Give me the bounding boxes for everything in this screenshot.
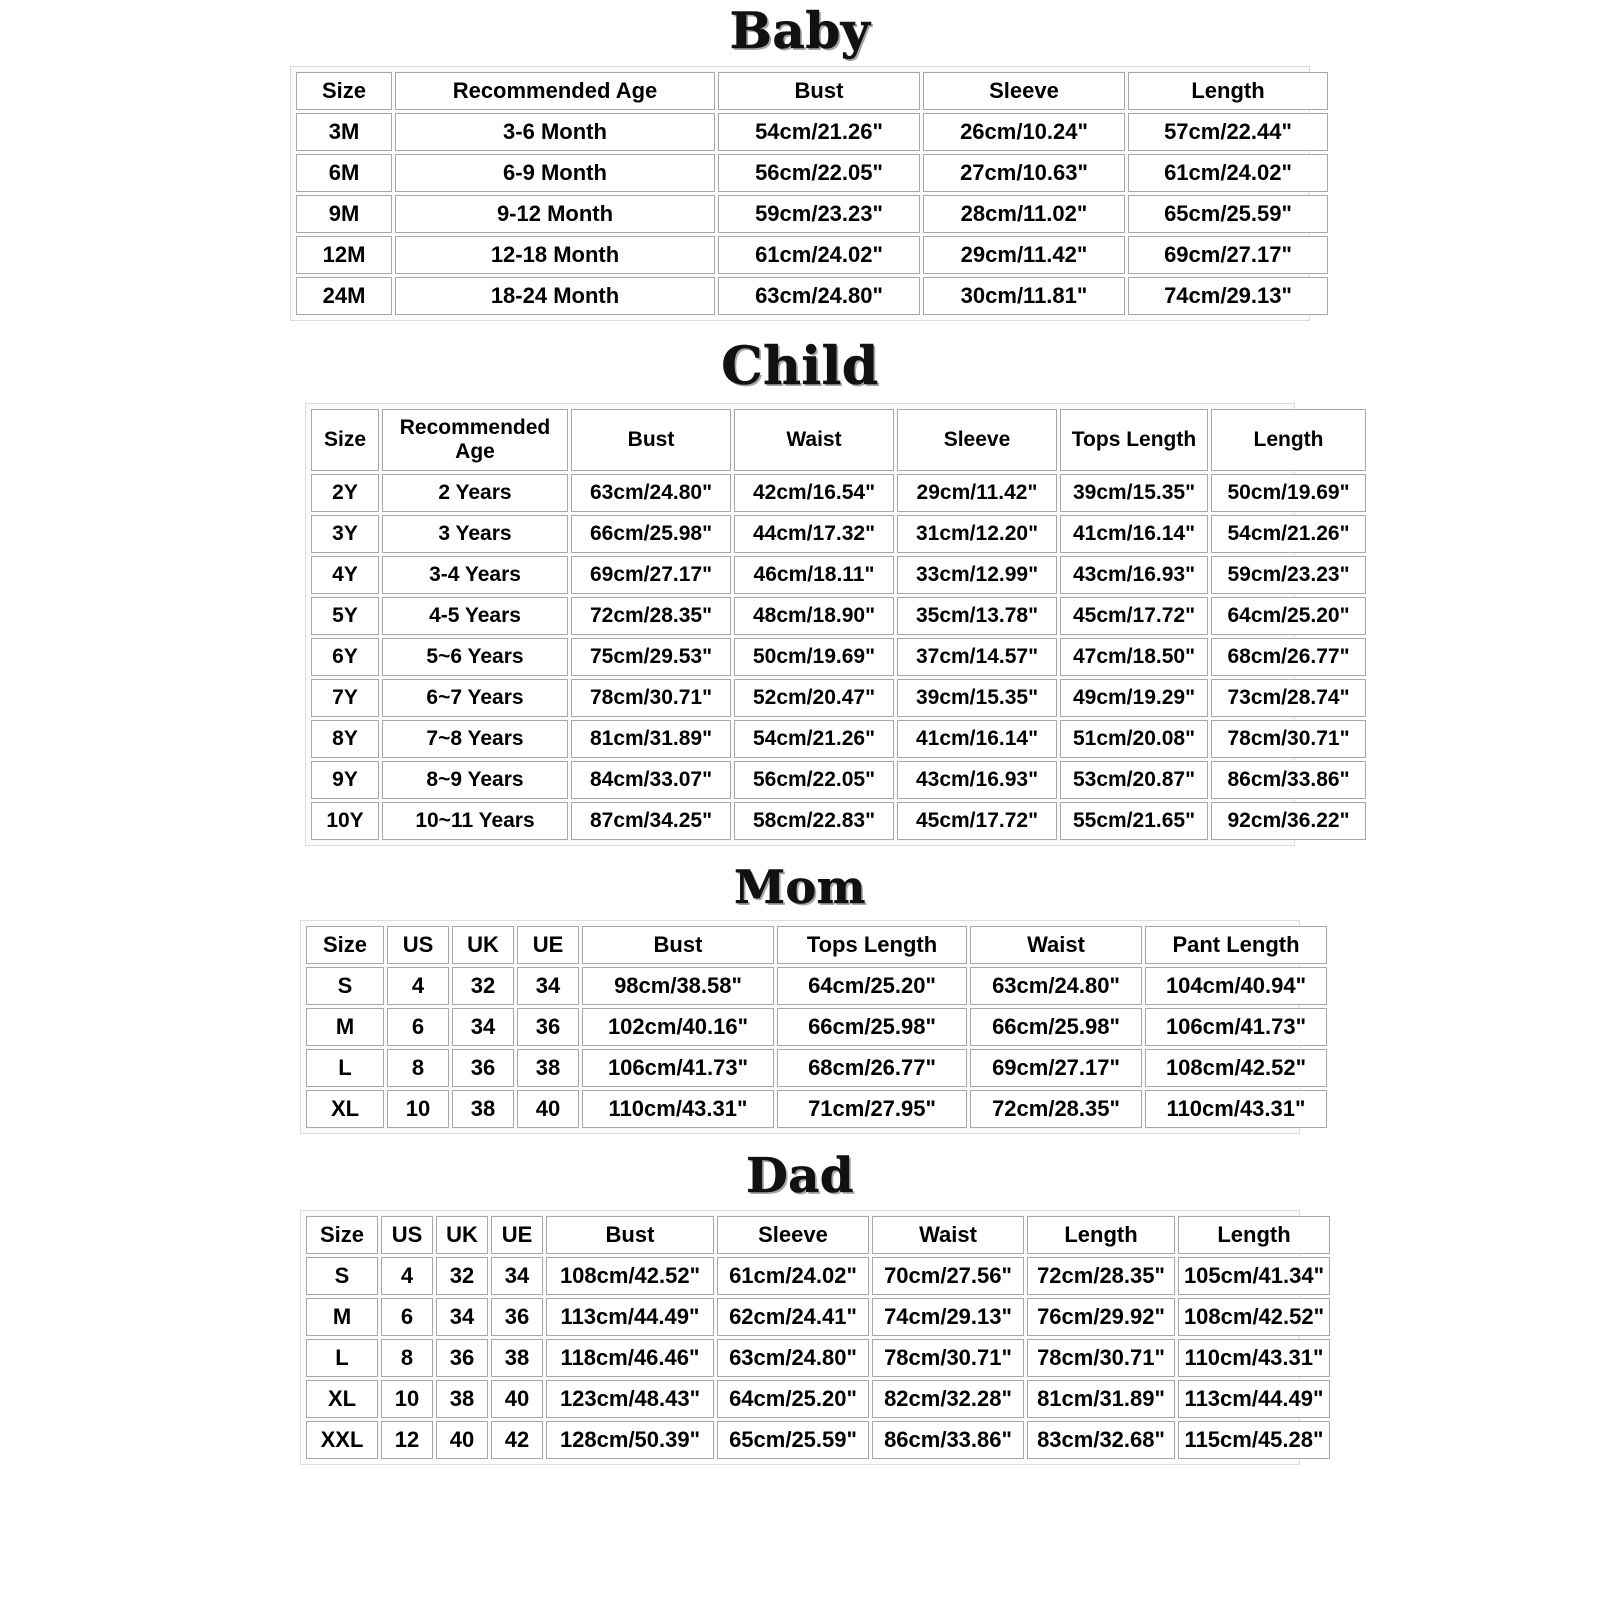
column-header-waist-3: Waist	[734, 409, 894, 471]
cell-value: 49cm/19.29"	[1060, 679, 1208, 717]
table-row	[296, 154, 1328, 192]
cell-size: 9Y	[311, 761, 379, 799]
cell-value: 45cm/17.72"	[1060, 597, 1208, 635]
column-header-size-0: Size	[306, 1216, 378, 1254]
table-row	[306, 1298, 1330, 1336]
cell-value: 42	[491, 1421, 543, 1459]
cell-value: 29cm/11.42"	[923, 236, 1125, 274]
cell-value: 113cm/44.49"	[546, 1298, 714, 1336]
column-header-uk-2: UK	[452, 926, 514, 964]
cell-value: 40	[491, 1380, 543, 1418]
cell-value: 76cm/29.92"	[1027, 1298, 1175, 1336]
cell-size: XL	[306, 1380, 378, 1418]
table-row	[306, 1049, 1327, 1087]
table-header-row	[306, 926, 1327, 964]
cell-value: 54cm/21.26"	[718, 113, 920, 151]
cell-value: 3 Years	[382, 515, 568, 553]
cell-value: 51cm/20.08"	[1060, 720, 1208, 758]
cell-size: 12M	[296, 236, 392, 274]
cell-value: 68cm/26.77"	[777, 1049, 967, 1087]
cell-value: 75cm/29.53"	[571, 638, 731, 676]
cell-value: 70cm/27.56"	[872, 1257, 1024, 1295]
cell-value: 110cm/43.31"	[582, 1090, 774, 1128]
column-header-recommended-age-1: Recommended Age	[395, 72, 715, 110]
cell-value: 10	[387, 1090, 449, 1128]
cell-value: 84cm/33.07"	[571, 761, 731, 799]
cell-value: 72cm/28.35"	[1027, 1257, 1175, 1295]
cell-value: 110cm/43.31"	[1178, 1339, 1330, 1377]
column-header-bust-2: Bust	[571, 409, 731, 471]
cell-value: 34	[491, 1257, 543, 1295]
table-row	[306, 1380, 1330, 1418]
table-row	[306, 1090, 1327, 1128]
cell-value: 34	[436, 1298, 488, 1336]
cell-value: 6-9 Month	[395, 154, 715, 192]
table-row	[311, 597, 1366, 635]
cell-size: 8Y	[311, 720, 379, 758]
cell-value: 7~8 Years	[382, 720, 568, 758]
column-header-ue-3: UE	[517, 926, 579, 964]
cell-value: 73cm/28.74"	[1211, 679, 1366, 717]
column-header-length-8: Length	[1178, 1216, 1330, 1254]
cell-value: 78cm/30.71"	[1211, 720, 1366, 758]
table-row	[311, 761, 1366, 799]
cell-value: 52cm/20.47"	[734, 679, 894, 717]
cell-value: 18-24 Month	[395, 277, 715, 315]
cell-value: 104cm/40.94"	[1145, 967, 1327, 1005]
cell-value: 69cm/27.17"	[571, 556, 731, 594]
table-row	[306, 1421, 1330, 1459]
cell-value: 4-5 Years	[382, 597, 568, 635]
section-title-mom: Mom	[734, 860, 866, 914]
cell-size: 2Y	[311, 474, 379, 512]
column-header-length-6: Length	[1211, 409, 1366, 471]
table-head-child	[311, 409, 1366, 471]
cell-value: 66cm/25.98"	[777, 1008, 967, 1046]
cell-value: 74cm/29.13"	[1128, 277, 1328, 315]
cell-value: 8	[387, 1049, 449, 1087]
column-header-bust-2: Bust	[718, 72, 920, 110]
cell-value: 118cm/46.46"	[546, 1339, 714, 1377]
cell-value: 38	[452, 1090, 514, 1128]
cell-value: 86cm/33.86"	[872, 1421, 1024, 1459]
cell-value: 39cm/15.35"	[1060, 474, 1208, 512]
cell-value: 123cm/48.43"	[546, 1380, 714, 1418]
column-header-size-0: Size	[311, 409, 379, 471]
cell-value: 47cm/18.50"	[1060, 638, 1208, 676]
column-header-size-0: Size	[306, 926, 384, 964]
cell-value: 45cm/17.72"	[897, 802, 1057, 840]
table-child	[308, 406, 1369, 843]
cell-value: 72cm/28.35"	[970, 1090, 1142, 1128]
cell-size: M	[306, 1298, 378, 1336]
cell-value: 55cm/21.65"	[1060, 802, 1208, 840]
section-title-baby: Baby	[729, 1, 871, 60]
cell-value: 10	[381, 1380, 433, 1418]
table-row	[296, 277, 1328, 315]
cell-value: 56cm/22.05"	[718, 154, 920, 192]
cell-value: 59cm/23.23"	[718, 195, 920, 233]
cell-value: 46cm/18.11"	[734, 556, 894, 594]
cell-size: 3Y	[311, 515, 379, 553]
table-row	[306, 1008, 1327, 1046]
size-table-dad	[300, 1210, 1325, 1465]
cell-value: 39cm/15.35"	[897, 679, 1057, 717]
cell-value: 69cm/27.17"	[970, 1049, 1142, 1087]
cell-value: 108cm/42.52"	[546, 1257, 714, 1295]
cell-value: 74cm/29.13"	[872, 1298, 1024, 1336]
cell-value: 68cm/26.77"	[1211, 638, 1366, 676]
cell-value: 61cm/24.02"	[718, 236, 920, 274]
cell-value: 2 Years	[382, 474, 568, 512]
cell-value: 65cm/25.59"	[717, 1421, 869, 1459]
cell-value: 6	[387, 1008, 449, 1046]
cell-value: 53cm/20.87"	[1060, 761, 1208, 799]
cell-value: 36	[517, 1008, 579, 1046]
cell-value: 63cm/24.80"	[717, 1339, 869, 1377]
cell-size: 6M	[296, 154, 392, 192]
cell-value: 34	[452, 1008, 514, 1046]
table-row	[311, 802, 1366, 840]
cell-value: 41cm/16.14"	[1060, 515, 1208, 553]
column-header-waist-6: Waist	[970, 926, 1142, 964]
cell-value: 8	[381, 1339, 433, 1377]
cell-value: 87cm/34.25"	[571, 802, 731, 840]
section-title-dad: Dad	[746, 1148, 854, 1204]
cell-value: 32	[436, 1257, 488, 1295]
column-header-ue-3: UE	[491, 1216, 543, 1254]
cell-value: 63cm/24.80"	[970, 967, 1142, 1005]
cell-value: 57cm/22.44"	[1128, 113, 1328, 151]
table-head-mom	[306, 926, 1327, 964]
table-row	[296, 113, 1328, 151]
cell-value: 59cm/23.23"	[1211, 556, 1366, 594]
cell-value: 64cm/25.20"	[777, 967, 967, 1005]
cell-size: 24M	[296, 277, 392, 315]
table-body-mom	[306, 967, 1327, 1128]
cell-value: 26cm/10.24"	[923, 113, 1125, 151]
cell-size: 10Y	[311, 802, 379, 840]
cell-size: 3M	[296, 113, 392, 151]
column-header-uk-2: UK	[436, 1216, 488, 1254]
cell-size: 6Y	[311, 638, 379, 676]
cell-value: 64cm/25.20"	[717, 1380, 869, 1418]
cell-value: 38	[436, 1380, 488, 1418]
column-header-tops-length-5: Tops Length	[777, 926, 967, 964]
cell-value: 62cm/24.41"	[717, 1298, 869, 1336]
cell-value: 110cm/43.31"	[1145, 1090, 1327, 1128]
cell-value: 35cm/13.78"	[897, 597, 1057, 635]
cell-size: XL	[306, 1090, 384, 1128]
cell-value: 37cm/14.57"	[897, 638, 1057, 676]
cell-size: 4Y	[311, 556, 379, 594]
spacer-child-mom	[0, 846, 1600, 860]
cell-value: 36	[491, 1298, 543, 1336]
cell-value: 36	[436, 1339, 488, 1377]
cell-value: 10~11 Years	[382, 802, 568, 840]
column-header-waist-6: Waist	[872, 1216, 1024, 1254]
column-header-length-7: Length	[1027, 1216, 1175, 1254]
table-row	[311, 720, 1366, 758]
table-baby	[293, 69, 1331, 318]
cell-value: 81cm/31.89"	[571, 720, 731, 758]
cell-size: XXL	[306, 1421, 378, 1459]
cell-value: 40	[517, 1090, 579, 1128]
cell-value: 12-18 Month	[395, 236, 715, 274]
cell-value: 106cm/41.73"	[582, 1049, 774, 1087]
cell-value: 6~7 Years	[382, 679, 568, 717]
column-header-recommended-age-1: Recommended Age	[382, 409, 568, 471]
table-row	[306, 1257, 1330, 1295]
cell-size: S	[306, 1257, 378, 1295]
size-table-baby	[290, 66, 1310, 321]
cell-value: 36	[452, 1049, 514, 1087]
cell-value: 63cm/24.80"	[718, 277, 920, 315]
table-body-baby	[296, 113, 1328, 315]
table-row	[306, 967, 1327, 1005]
cell-value: 66cm/25.98"	[571, 515, 731, 553]
cell-value: 98cm/38.58"	[582, 967, 774, 1005]
cell-value: 40	[436, 1421, 488, 1459]
column-header-pant-length-7: Pant Length	[1145, 926, 1327, 964]
cell-value: 61cm/24.02"	[1128, 154, 1328, 192]
cell-size: S	[306, 967, 384, 1005]
table-header-row	[296, 72, 1328, 110]
table-row	[311, 515, 1366, 553]
cell-value: 83cm/32.68"	[1027, 1421, 1175, 1459]
table-body-dad	[306, 1257, 1330, 1459]
cell-value: 108cm/42.52"	[1178, 1298, 1330, 1336]
cell-value: 42cm/16.54"	[734, 474, 894, 512]
cell-value: 33cm/12.99"	[897, 556, 1057, 594]
cell-value: 71cm/27.95"	[777, 1090, 967, 1128]
cell-value: 32	[452, 967, 514, 1005]
cell-value: 44cm/17.32"	[734, 515, 894, 553]
cell-value: 50cm/19.69"	[734, 638, 894, 676]
column-header-bust-4: Bust	[582, 926, 774, 964]
column-header-sleeve-5: Sleeve	[717, 1216, 869, 1254]
size-table-mom	[300, 920, 1307, 1134]
table-row	[311, 474, 1366, 512]
cell-value: 128cm/50.39"	[546, 1421, 714, 1459]
cell-value: 38	[491, 1339, 543, 1377]
cell-value: 43cm/16.93"	[897, 761, 1057, 799]
table-row	[311, 638, 1366, 676]
cell-value: 31cm/12.20"	[897, 515, 1057, 553]
cell-value: 63cm/24.80"	[571, 474, 731, 512]
cell-value: 86cm/33.86"	[1211, 761, 1366, 799]
table-row	[311, 556, 1366, 594]
cell-size: M	[306, 1008, 384, 1046]
table-row	[306, 1339, 1330, 1377]
cell-value: 6	[381, 1298, 433, 1336]
column-header-sleeve-3: Sleeve	[923, 72, 1125, 110]
table-mom	[303, 923, 1330, 1131]
column-header-size-0: Size	[296, 72, 392, 110]
cell-value: 61cm/24.02"	[717, 1257, 869, 1295]
cell-value: 12	[381, 1421, 433, 1459]
section-title-child: Child	[721, 336, 879, 397]
spacer-mom-dad	[0, 1134, 1600, 1148]
cell-value: 30cm/11.81"	[923, 277, 1125, 315]
table-header-row	[306, 1216, 1330, 1254]
cell-value: 105cm/41.34"	[1178, 1257, 1330, 1295]
column-header-us-1: US	[381, 1216, 433, 1254]
cell-value: 78cm/30.71"	[1027, 1339, 1175, 1377]
cell-value: 4	[387, 967, 449, 1005]
cell-value: 115cm/45.28"	[1178, 1421, 1330, 1459]
cell-value: 58cm/22.83"	[734, 802, 894, 840]
cell-value: 27cm/10.63"	[923, 154, 1125, 192]
table-header-row	[311, 409, 1366, 471]
cell-value: 113cm/44.49"	[1178, 1380, 1330, 1418]
cell-value: 54cm/21.26"	[734, 720, 894, 758]
table-body-child	[311, 474, 1366, 840]
cell-value: 8~9 Years	[382, 761, 568, 799]
table-row	[296, 236, 1328, 274]
cell-value: 64cm/25.20"	[1211, 597, 1366, 635]
column-header-tops-length-5: Tops Length	[1060, 409, 1208, 471]
cell-value: 106cm/41.73"	[1145, 1008, 1327, 1046]
cell-value: 78cm/30.71"	[872, 1339, 1024, 1377]
cell-value: 78cm/30.71"	[571, 679, 731, 717]
cell-value: 69cm/27.17"	[1128, 236, 1328, 274]
column-header-bust-4: Bust	[546, 1216, 714, 1254]
cell-value: 82cm/32.28"	[872, 1380, 1024, 1418]
cell-value: 41cm/16.14"	[897, 720, 1057, 758]
cell-value: 102cm/40.16"	[582, 1008, 774, 1046]
cell-size: 9M	[296, 195, 392, 233]
cell-size: 7Y	[311, 679, 379, 717]
cell-value: 28cm/11.02"	[923, 195, 1125, 233]
cell-value: 108cm/42.52"	[1145, 1049, 1327, 1087]
cell-value: 66cm/25.98"	[970, 1008, 1142, 1046]
cell-value: 9-12 Month	[395, 195, 715, 233]
cell-value: 3-6 Month	[395, 113, 715, 151]
cell-value: 38	[517, 1049, 579, 1087]
cell-value: 34	[517, 967, 579, 1005]
cell-value: 5~6 Years	[382, 638, 568, 676]
column-header-us-1: US	[387, 926, 449, 964]
cell-size: L	[306, 1049, 384, 1087]
cell-value: 43cm/16.93"	[1060, 556, 1208, 594]
cell-value: 29cm/11.42"	[897, 474, 1057, 512]
column-header-sleeve-4: Sleeve	[897, 409, 1057, 471]
column-header-length-4: Length	[1128, 72, 1328, 110]
cell-value: 50cm/19.69"	[1211, 474, 1366, 512]
table-row	[311, 679, 1366, 717]
cell-value: 92cm/36.22"	[1211, 802, 1366, 840]
cell-value: 65cm/25.59"	[1128, 195, 1328, 233]
cell-value: 54cm/21.26"	[1211, 515, 1366, 553]
cell-value: 3-4 Years	[382, 556, 568, 594]
cell-size: L	[306, 1339, 378, 1377]
cell-size: 5Y	[311, 597, 379, 635]
cell-value: 48cm/18.90"	[734, 597, 894, 635]
cell-value: 56cm/22.05"	[734, 761, 894, 799]
cell-value: 72cm/28.35"	[571, 597, 731, 635]
cell-value: 81cm/31.89"	[1027, 1380, 1175, 1418]
table-dad	[303, 1213, 1333, 1462]
cell-value: 4	[381, 1257, 433, 1295]
size-table-child	[305, 403, 1350, 846]
table-head-dad	[306, 1216, 1330, 1254]
table-row	[296, 195, 1328, 233]
table-head-baby	[296, 72, 1328, 110]
spacer-baby-child	[0, 321, 1600, 335]
